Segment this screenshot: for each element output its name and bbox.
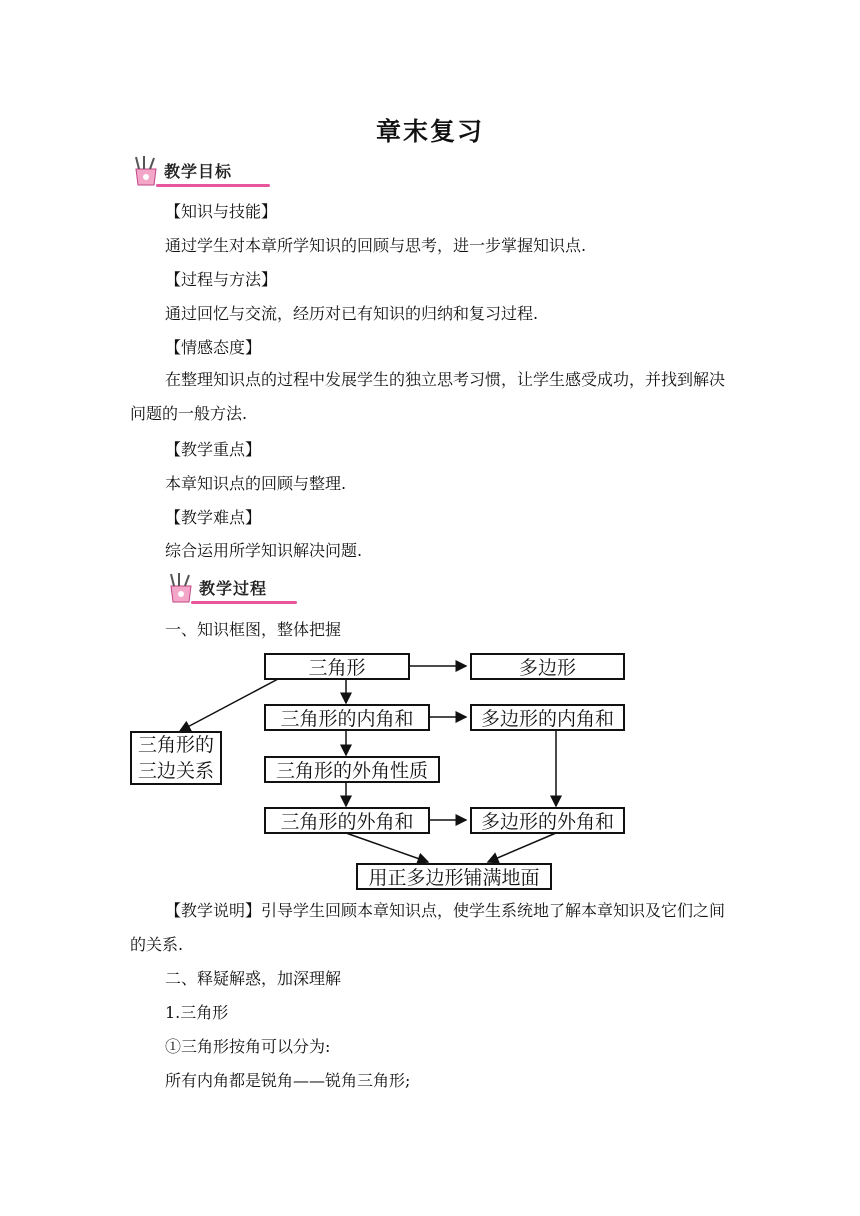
box-triangle: 三角形: [264, 653, 410, 680]
process-text: 通过回忆与交流，经历对已有知识的归纳和复习过程.: [165, 304, 539, 323]
box-polygon: 多边形: [470, 653, 625, 680]
teaching-note: 【教学说明】引导学生回顾本章知识点，使学生系统地了解本章知识及它们之间的关系.: [130, 901, 726, 954]
page-title: 章末复习: [375, 117, 484, 146]
emotion-text: 在整理知识点的过程中发展学生的独立思考习惯，让学生感受成功，并找到解决问题的一般方法.: [130, 370, 726, 423]
knowledge-head: 【知识与技能】: [165, 202, 278, 221]
box-polygon-exterior-sum: 多边形的外角和: [470, 807, 625, 834]
part2-heading: 二、释疑解惑，加深理解: [165, 969, 342, 988]
section-head-goals: [130, 155, 270, 187]
box-triangle-exterior-property: 三角形的外角性质: [264, 756, 440, 783]
item1-text-a: ①三角形按角可以分为:: [165, 1037, 331, 1056]
difficulty-head: 【教学难点】: [165, 508, 262, 527]
box-triangle-exterior-sum: 三角形的外角和: [264, 807, 430, 834]
section-underline: [191, 601, 297, 604]
box-triangle-sides: 三角形的三边关系: [130, 731, 222, 785]
pencil-cup-icon: [165, 572, 199, 604]
box-tiling: 用正多边形铺满地面: [356, 863, 552, 890]
section-title-goals: 教学目标: [164, 162, 233, 181]
section-head-process: [165, 572, 297, 604]
box-triangle-inner-sum: 三角形的内角和: [264, 704, 430, 731]
process-head: 【过程与方法】: [165, 270, 278, 289]
focus-head: 【教学重点】: [165, 440, 262, 459]
section-title-process: 教学过程: [199, 579, 268, 598]
knowledge-text: 通过学生对本章所学知识的回顾与思考，进一步掌握知识点.: [165, 236, 587, 255]
emotion-head: 【情感态度】: [165, 338, 262, 357]
item1-heading: 1.三角形: [165, 1003, 229, 1022]
difficulty-text: 综合运用所学知识解决问题.: [165, 541, 363, 560]
item1-text-b: 所有内角都是锐角——锐角三角形;: [165, 1071, 411, 1090]
pencil-cup-icon: [130, 155, 164, 187]
part1-heading: 一、知识框图，整体把握: [165, 620, 342, 639]
section-underline: [156, 184, 270, 187]
focus-text: 本章知识点的回顾与整理.: [165, 474, 347, 493]
box-polygon-inner-sum: 多边形的内角和: [470, 704, 625, 731]
